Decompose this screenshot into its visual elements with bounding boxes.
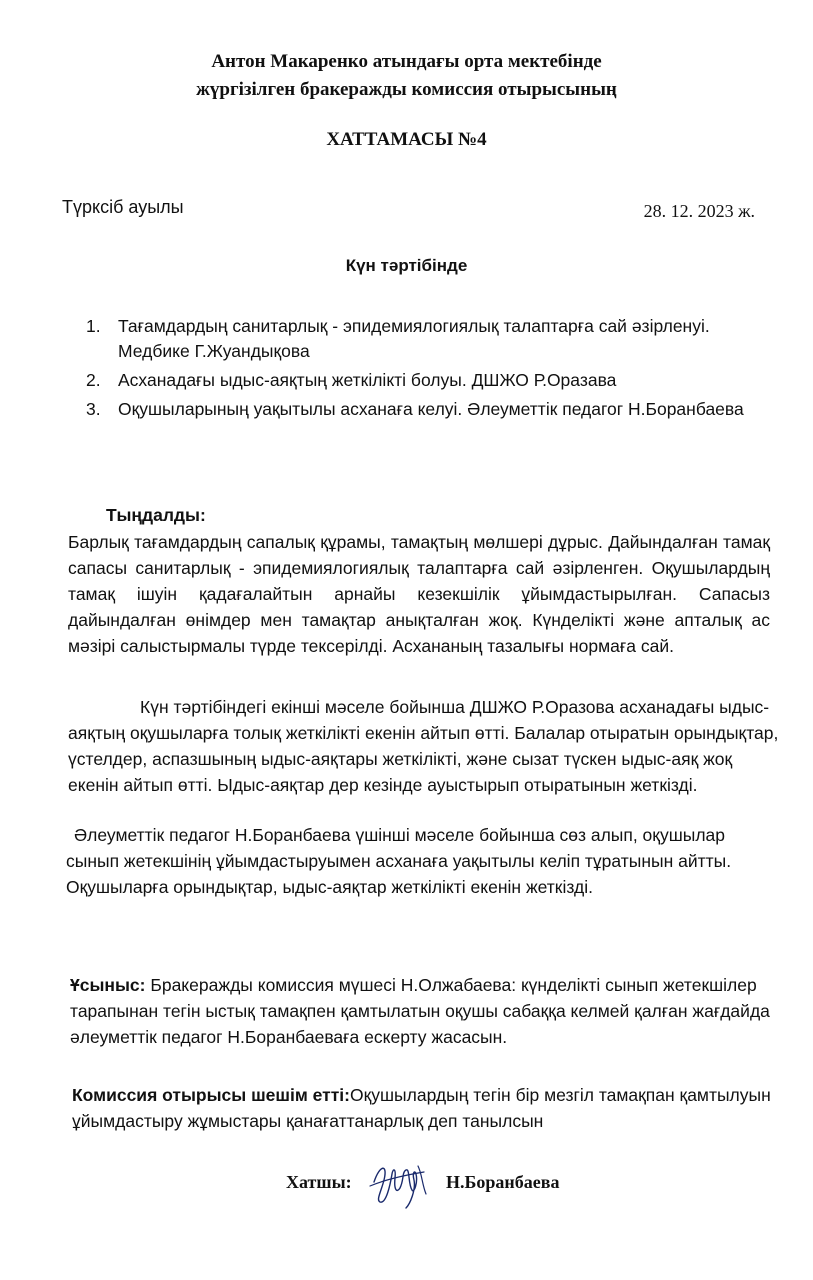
agenda-item-number: 3. [86,399,101,419]
decision-paragraph [72,1082,772,1134]
agenda-list [86,314,766,426]
decision-text: Оқушылардың тегін бір мезгіл тамақпан қамтылуын ұйымдастыру жұмыстары қанағаттанарлық деп танылсын [72,1085,771,1131]
agenda-heading: Күн тәртібінде [345,256,468,275]
signature-label: Хатшы: [286,1172,352,1192]
agenda-item [86,314,766,364]
agenda-item-number: 1. [86,316,101,336]
agenda-item-text: Оқушыларының уақытылы асханаға келуі. Әлеуметтік педагог Н.Боранбаева [118,399,744,419]
agenda-item [86,368,766,393]
signature-row [0,1160,813,1220]
heard-heading: Тыңдалды: [106,505,206,525]
agenda-item-text: Тағамдардың санитарлық - эпидемиялогиялық талаптарға сай әзірленуі. Медбике Г.Жуандықова [118,316,710,361]
agenda-item-text: Асханадағы ыдыс-аяқтың жеткілікті болуы. ДШЖО Р.Оразава [118,370,617,390]
heard-paragraph-3: Әлеуметтік педагог Н.Боранбаева үшінші мәселе бойынша сөз алып, оқушылар сынып жетекшінің ұйымдастыруымен асханаға уақытылы келіп тұратынын айтты. Оқушыларға орындықтар, ыдыс-аяқтар жеткілікті екенін жеткізді. [66,825,732,897]
agenda-item-number: 2. [86,370,101,390]
handwritten-signature [366,1160,430,1210]
signatory-name: Н.Боранбаева [446,1172,560,1192]
date: 28. 12. 2023 ж. [643,201,755,221]
place: Түрксіб ауылы [62,197,184,217]
proposal-label: Ұсыныс: [70,975,146,995]
decision-label: Комиссия отырысы шешім етті: [72,1085,350,1105]
document-title: ХАТТАМАСЫ №4 [326,129,487,150]
proposal-text: Бракеражды комиссия мүшесі Н.Олжабаева: күнделікті сынып жетекшілер тарапынан тегін ыстық тамақпен қамтылатын оқушы сабаққа келмей қалған жағдайда әлеуметтік педагог Н.Боранбаеваға ескерту жасасын. [70,975,770,1047]
header-line-1: Антон Макаренко атындағы орта мектебінде [211,51,602,72]
heard-paragraph-2: Күн тәртібіндегі екінші мәселе бойынша ДШЖО Р.Оразова асханадағы ыдыс-аяқтың оқушыларға толық жеткілікті екенін айтып өтті. Балалар отыратын орындықтар, үстелдер, аспазшының ыдыс-аяқтары жеткілікті, және сызат түскен ыдыс-аяқ жоқ екенін айтып өтті. Ыдыс-аяқтар дер кезінде ауыстырып отыратынын жеткізді. [68,697,779,795]
header-line-2: жүргізілген бракеражды комиссия отырысының [196,79,617,100]
heard-paragraph-1: Барлық тағамдардың сапалық құрамы, тамақтың мөлшері дұрыс. Дайындалған тамақ сапасы санитарлық - эпидемиялогиялық талаптарға сай әзірленген. Оқушылардың тамақ ішуін қадағалайтын арнайы кезекшілік ұйымдастырылған. Сапасыз дайындалған өнімдер мен тамақтар анықталған жоқ. Күнделікті және апталық ас мәзірі салыстырмалы түрде тексерілді. Асхананың тазалығы нормаға сай. [68,532,770,656]
agenda-item [86,397,766,422]
proposal-paragraph [70,972,782,1050]
